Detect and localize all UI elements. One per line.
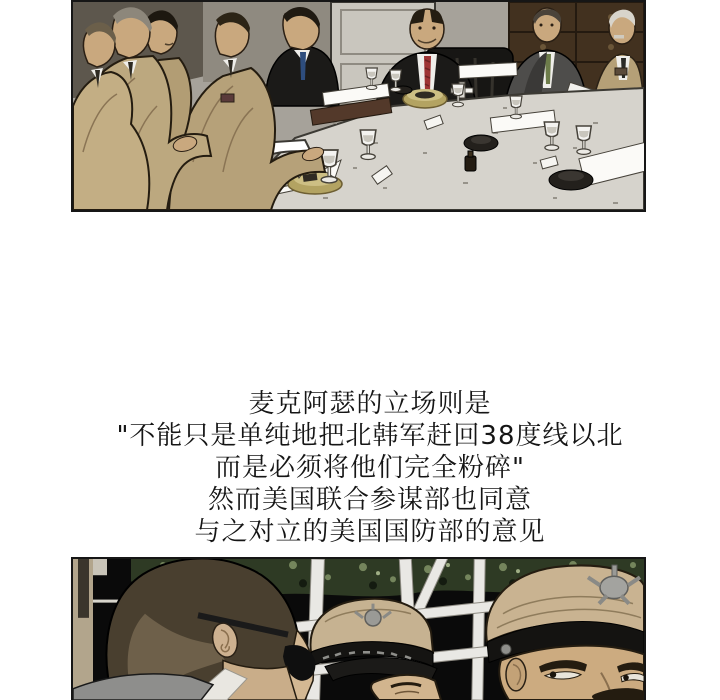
narration-block xyxy=(20,388,720,548)
comic-panel-officers xyxy=(71,557,646,700)
conference-panel-art xyxy=(73,2,644,210)
narration-line: 然而美国联合参谋部也同意 xyxy=(207,485,532,515)
narration-line: 与之对立的美国国防部的意见 xyxy=(194,517,546,547)
narration-line: "不能只是单纯地把北韩军赶回38度线以北 xyxy=(116,421,624,451)
officers-panel-art xyxy=(73,559,644,700)
narration-line: 而是必须将他们完全粉碎" xyxy=(215,453,525,483)
comic-panel-conference xyxy=(71,0,646,212)
narration-line: 麦克阿瑟的立场则是 xyxy=(248,389,492,419)
officer-right xyxy=(486,565,644,700)
